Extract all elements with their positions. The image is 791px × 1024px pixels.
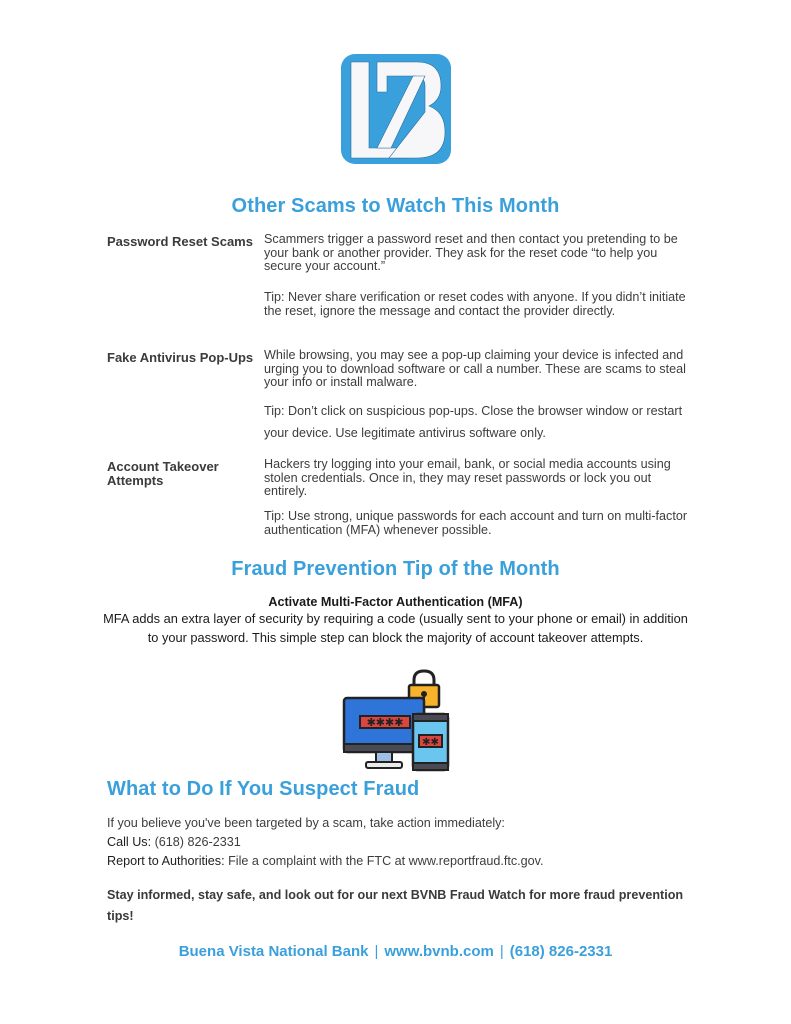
- footer-separator: |: [374, 943, 379, 960]
- footer-website-link[interactable]: www.bvnb.com: [384, 943, 494, 960]
- scam-label-fake-antivirus: Fake Antivirus Pop-Ups: [107, 350, 254, 365]
- scam-label-password-reset: Password Reset Scams: [107, 234, 253, 249]
- call-us-label: Call Us:: [107, 835, 152, 849]
- report-ftc-link[interactable]: File a complaint with the FTC at www.reportfraud.ftc.gov.: [224, 854, 544, 868]
- mfa-devices-lock-icon: [340, 668, 452, 774]
- report-line: [107, 852, 707, 871]
- footer-bank-name: Buena Vista National Bank: [178, 943, 369, 960]
- tip-title: Activate Multi-Factor Authentication (MFA): [268, 595, 523, 609]
- scam-label-account-takeover: Account Takeover Attempts: [107, 459, 219, 488]
- suspect-fraud-intro: If you believe you've been targeted by a scam, take action immediately:: [107, 816, 505, 830]
- tip-body: MFA adds an extra layer of security by requiring a code (usually sent to your phone or email) in addition to your password. This simple step can block the majority of account takeover attempts.: [103, 611, 688, 645]
- footer-separator: |: [499, 943, 504, 960]
- footer: [0, 943, 791, 960]
- call-us-line: [107, 833, 707, 852]
- scam-tip-password-reset: Tip: Never share verification or reset codes with anyone. If you didn’t initiate the reset, ignore the message and contact the provider directly.: [264, 290, 686, 318]
- suspect-fraud-heading: What to Do If You Suspect Fraud: [107, 778, 420, 800]
- closing-message: Stay informed, stay safe, and look out for our next BVNB Fraud Watch for more fraud prevention tips!: [107, 888, 684, 923]
- other-scams-heading: Other Scams to Watch This Month: [231, 195, 560, 217]
- scam-description-fake-antivirus: While browsing, you may see a pop-up claiming your device is infected and urging you to download software or call a number. These are scams to steal your info or install malware.: [264, 348, 686, 389]
- bvnb-logo-icon: [339, 52, 453, 166]
- footer-phone[interactable]: (618) 826-2331: [509, 943, 613, 960]
- tip-of-month-heading: Fraud Prevention Tip of the Month: [231, 558, 560, 580]
- report-label: Report to Authorities:: [107, 854, 225, 868]
- mfa-illustration: [340, 668, 452, 774]
- svg-text:✱✱: ✱✱: [422, 737, 439, 748]
- bvnb-logo: [339, 52, 453, 166]
- scam-tip-fake-antivirus: Tip: Don’t click on suspicious pop-ups. Close the browser window or restart your device. Use legitimate antivirus software only.: [264, 404, 683, 440]
- scam-tip-account-takeover: Tip: Use strong, unique passwords for each account and turn on multi-factor authentication (MFA) whenever possible.: [264, 509, 688, 537]
- svg-text:✱✱✱✱: ✱✱✱✱: [366, 716, 404, 729]
- scam-description-account-takeover: Hackers try logging into your email, bank, or social media accounts using stolen credentials. Once in, they may reset passwords or lock you out entirely.: [264, 457, 671, 498]
- call-us-phone[interactable]: (618) 826-2331: [151, 835, 241, 849]
- scam-description-password-reset: Scammers trigger a password reset and then contact you pretending to be your bank or another provider. They ask for the reset code “to help you secure your account.”: [264, 232, 678, 273]
